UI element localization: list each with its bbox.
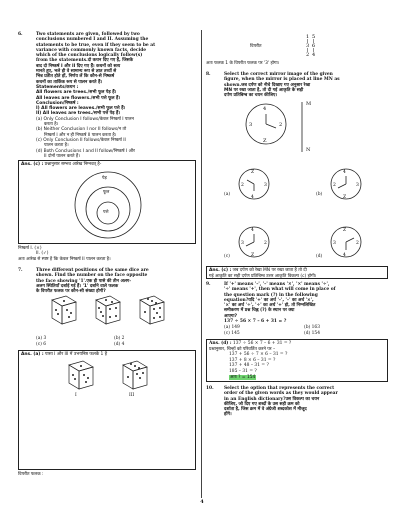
svg-text:Z: Z xyxy=(263,138,267,144)
stem-line: order of the given words as they would appear xyxy=(224,391,338,397)
svg-text:2: 2 xyxy=(279,122,283,128)
dice-2 xyxy=(96,296,120,324)
opposite-face-label: विपरीत फलक : xyxy=(18,472,44,477)
option-b-label: (b) xyxy=(316,192,323,197)
venn-diagram xyxy=(19,161,197,245)
solution-step: 137 + 56 ÷ 7 × 6 – 31 = ? xyxy=(229,352,288,357)
opposite-conclusion: अतः फलक 1 के विपरीत फलक पर '3' होगा। xyxy=(206,61,280,66)
svg-text:4: 4 xyxy=(312,52,316,58)
question-number: 6. xyxy=(18,32,23,37)
opposite-faces-figure xyxy=(206,32,388,72)
mirror-label-m: M xyxy=(306,101,312,107)
answer-box-q9 xyxy=(206,339,388,382)
svg-text:4: 4 xyxy=(343,170,346,175)
mirror-label-n: N xyxy=(306,147,311,153)
answer-label: Ans. (c) : xyxy=(209,268,232,273)
option-c-label: (c) xyxy=(224,254,230,259)
stem-line: shown. xyxy=(224,82,242,88)
question-9-options xyxy=(224,325,388,339)
question-7-body xyxy=(36,268,196,294)
svg-text:2: 2 xyxy=(241,183,244,188)
answer-box-q7 xyxy=(18,350,196,470)
option-c: (c) 6 xyxy=(36,342,47,347)
stem-line-hi: जब दर्पण को नीचे दिखाए गए अनुसार रेखा xyxy=(241,82,311,88)
option-a-label: (a) xyxy=(224,192,231,197)
option-b: (b) 2 xyxy=(114,336,125,341)
svg-text:2: 2 xyxy=(306,52,310,58)
stem-line: equation? xyxy=(224,297,249,303)
svg-text:2: 2 xyxy=(333,183,336,188)
answer-box-q6 xyxy=(18,160,196,244)
stem-line: in an English dictionary? xyxy=(224,396,286,402)
venn-label-trees: पेड़ xyxy=(102,176,107,181)
dice-1 xyxy=(52,296,76,324)
question-number: 9. xyxy=(206,282,211,287)
stem-line-hi: के विपरीत फलक पर कौन-सी संख्या होगी? xyxy=(36,289,106,295)
answer-text-cont: गई आकृति का सही दर्पण प्रतिबिम्ब उत्तर आकृति विकल्प (c) होगी। xyxy=(209,273,317,279)
option-d: (d) Both Conclusions I and II follow/निष्कर्ष I और xyxy=(36,148,135,154)
option-b-cont: निष्कर्ष I और न ही निष्कर्ष II पालन करता है। xyxy=(44,132,117,138)
svg-text:3: 3 xyxy=(264,183,267,188)
svg-text:5: 5 xyxy=(312,34,316,40)
dice-label-i: I xyxy=(75,393,77,398)
svg-text:Z: Z xyxy=(343,195,347,200)
stem-line-hi: कीजिए, जो दिए गए शब्दों के उस सही क्रम को xyxy=(224,401,300,407)
solution-step: 137 + 48 – 31 = ? xyxy=(229,363,269,368)
stem-line-hi: एक ही पासे की तीन अलग- xyxy=(86,278,132,284)
stem-line: If '+' means '–', '–' means '×', '×' means '÷', xyxy=(224,282,330,287)
svg-text:Z: Z xyxy=(251,253,255,258)
question-8-body xyxy=(224,72,388,98)
stem-line: the face showing '1'. xyxy=(36,278,87,284)
stem-line: the question mark (?) in the following xyxy=(224,292,318,298)
question-number: 8. xyxy=(206,72,211,77)
stem-line-hi: मानते हुए, भले ही वे सामान्य रूप से ज्ञात तथ्यों से xyxy=(36,69,117,75)
option-b: (b) Neither Conclusion I nor II follows/न तो xyxy=(36,127,127,133)
stem-line-hi: दर्पण प्रतिबिम्ब का चयन कीजिए। xyxy=(224,93,278,99)
option-a-cont: करता है। xyxy=(44,122,59,128)
stem-line-hi: कथनों का तार्किक रूप से पालन करते हैं। xyxy=(36,79,103,85)
venn-outer-circle xyxy=(75,172,141,238)
answer-text: प्रश्नानुसार सम्भव आरेख निम्नवत् है- xyxy=(44,162,102,167)
option-c-cont: पालन करता है। xyxy=(44,143,69,149)
option-d: (d) 154 xyxy=(304,331,321,336)
option-d-figure xyxy=(331,227,361,258)
svg-text:3: 3 xyxy=(333,241,336,246)
svg-text:3: 3 xyxy=(356,183,359,188)
svg-text:3: 3 xyxy=(241,241,244,246)
column-divider xyxy=(201,30,202,498)
svg-text:Z: Z xyxy=(343,228,347,233)
stem-line: '÷' means '+', then what will come in place of xyxy=(224,287,336,293)
svg-text:4: 4 xyxy=(251,228,254,233)
page-number: 4 xyxy=(200,499,204,505)
option-a: (a) Only Conclusion I follows/केवल निष्कर्ष I पालन xyxy=(36,116,134,122)
question-6-body xyxy=(36,32,196,159)
stem-line: conclusions numbered I and II. Assuming the xyxy=(36,37,149,43)
svg-text:3: 3 xyxy=(306,43,310,49)
answer-label: Ans. (c) : xyxy=(21,162,44,167)
statement-2: All leaves are flowers./सभी पत्ते फूल हैं। xyxy=(36,95,121,101)
stem-line: variance with commonly known facts, decide xyxy=(36,47,147,53)
answer-box-q8 xyxy=(206,266,388,279)
option-c: (c) Only Conclusion II follows/केवल निष्कर्ष II xyxy=(36,137,126,143)
equation: 137 ÷ 56 × 7 – 6 + 31 = ? xyxy=(224,319,287,325)
question-number: 10. xyxy=(206,386,214,391)
stem-line-hi: यदि '+' का अर्थ '–', '–' का अर्थ '×', xyxy=(248,297,314,303)
statements-label: Statements/कथन : xyxy=(36,84,79,90)
stem-line-hi: दो कथन दिए गए हैं, जिसके xyxy=(87,58,133,64)
question-9-body xyxy=(224,282,388,324)
answer-dice-3 xyxy=(123,361,147,389)
option-d-label: (d) xyxy=(316,254,323,259)
answer-dice-1 xyxy=(69,361,93,389)
venn-label-leaves: पत्ते xyxy=(103,210,109,215)
conclusion-label: Conclusion/निष्कर्ष : xyxy=(36,100,79,106)
svg-text:2: 2 xyxy=(264,241,267,246)
option-d: (d) 4 xyxy=(114,342,125,347)
stem-line-hi: भिन्न प्रतीत होते हों, निर्णय लें कि कौन-से निष्कर्ष xyxy=(36,74,115,80)
statement-1: All flowers are trees./सभी फूल पेड़ हैं। xyxy=(36,90,117,96)
stem-line: Two statements are given, followed by two xyxy=(36,32,140,37)
opposite-label: विपरीत xyxy=(250,44,262,49)
stem-line-hi: समीकरण में प्रश्न चिह्न (?) के स्थान पर क्या xyxy=(224,308,295,314)
stem-line-hi: आएगा? xyxy=(224,313,238,319)
svg-text:4: 4 xyxy=(263,106,267,112)
solution-step: 137 + 8 × 6 – 31 = ? xyxy=(229,357,276,363)
answer-summary: अतः आरेख से स्पष्ट है कि केवल निष्कर्ष II पालन करता है। xyxy=(18,256,111,262)
answer-q7-tail xyxy=(18,472,196,477)
dice-3 xyxy=(140,296,164,324)
svg-text:6: 6 xyxy=(312,43,316,49)
solution-step: 185 – 31 = ? xyxy=(229,368,257,374)
svg-text:Z: Z xyxy=(251,170,255,175)
option-b-figure xyxy=(331,169,361,200)
stem-line: shown. Find the number on the face opposite xyxy=(36,273,148,279)
stem-line-hi: उस विकल्प का चयन xyxy=(285,396,320,402)
conclusion-check-2: II. (✓) xyxy=(36,251,49,257)
option-a: (a) 3 xyxy=(36,336,47,341)
stem-line-hi: होंगे। xyxy=(224,412,232,418)
answer-q6-notes xyxy=(18,246,196,262)
answer-text: पासा I और III में उभयनिष्ठ फलकें 1 है xyxy=(45,352,108,357)
solution-step: प्रश्नानुसार, चिन्हों को परिवर्तित करने पर – xyxy=(209,346,276,352)
svg-text:3: 3 xyxy=(249,122,253,128)
option-a: (a) 149 xyxy=(224,325,240,330)
option-a-figure xyxy=(239,169,269,200)
final-answer: अतः ? = 154 xyxy=(230,374,256,380)
answer-equation: 137 ÷ 56 × 7 – 6 + 31 = ? xyxy=(232,341,292,346)
stem-line-hi: '×' का अर्थ '÷', '÷' का अर्थ '+' हो, तो निम्नलिखित xyxy=(224,303,316,309)
option-d-cont: II दोनों पालन करते हैं। xyxy=(44,153,80,159)
stem-line-hi: अलग स्थितियाँ दर्शाई गई हैं। '1' दर्शाने वाले फलक xyxy=(36,283,119,289)
option-b: (b) 163 xyxy=(304,325,321,330)
venn-label-flowers: फूल xyxy=(103,190,110,195)
option-c: (c) 145 xyxy=(224,331,240,336)
question-number: 7. xyxy=(18,268,23,273)
stem-line-hi: दर्शाता है, जिस क्रम में वे अंग्रेजी शब्दकोश में मौजूद xyxy=(224,407,307,413)
stem-line: statements to be true, even if they seem to be at xyxy=(36,42,156,48)
svg-text:4: 4 xyxy=(251,195,254,200)
conclusion-1: I) All flowers are leaves./सभी फूल पत्ते हैं। xyxy=(36,106,126,112)
conclusion-2: II) All leaves are trees./सभी पत्ते पेड़ हैं। xyxy=(36,111,121,117)
stem-line: which of the conclusions logically follow(s) xyxy=(36,53,143,59)
stem-line: Three different positions of the same dice are xyxy=(36,268,149,273)
stem-line: Select the correct mirror image of the given xyxy=(224,72,333,77)
dice-label-iii: III xyxy=(129,393,135,398)
svg-text:2: 2 xyxy=(356,241,359,246)
answer-text: जब दर्पण को रेखा MN पर रखा जाता है तो दी xyxy=(232,268,307,273)
stem-line-hi: MN पर रखा जाता है, तो दी गई आकृति के सही xyxy=(224,87,304,93)
svg-text:4: 4 xyxy=(343,253,346,258)
stem-line: from the statements. xyxy=(36,58,88,64)
mirror-options-cd xyxy=(206,224,388,264)
dice-figures xyxy=(18,296,196,336)
answer-label: Ans. (d) : xyxy=(209,341,232,346)
svg-text:1: 1 xyxy=(306,34,310,40)
option-c-figure xyxy=(239,227,269,258)
stem-line: Select the option that represents the correct xyxy=(224,386,335,391)
stem-line: figure, when the mirror is placed at line MN as xyxy=(224,77,340,83)
mirror-question-figure xyxy=(206,102,388,222)
question-10-body xyxy=(224,386,388,418)
stem-line-hi: बाद दो निष्कर्ष I और II दिए गए हैं। कथनों को सत्य xyxy=(36,63,121,69)
conclusion-check-1: निष्कर्ष I. (×) xyxy=(18,246,42,251)
answer-dice-figures xyxy=(19,361,197,401)
answer-label: Ans. (a) : xyxy=(21,352,44,357)
